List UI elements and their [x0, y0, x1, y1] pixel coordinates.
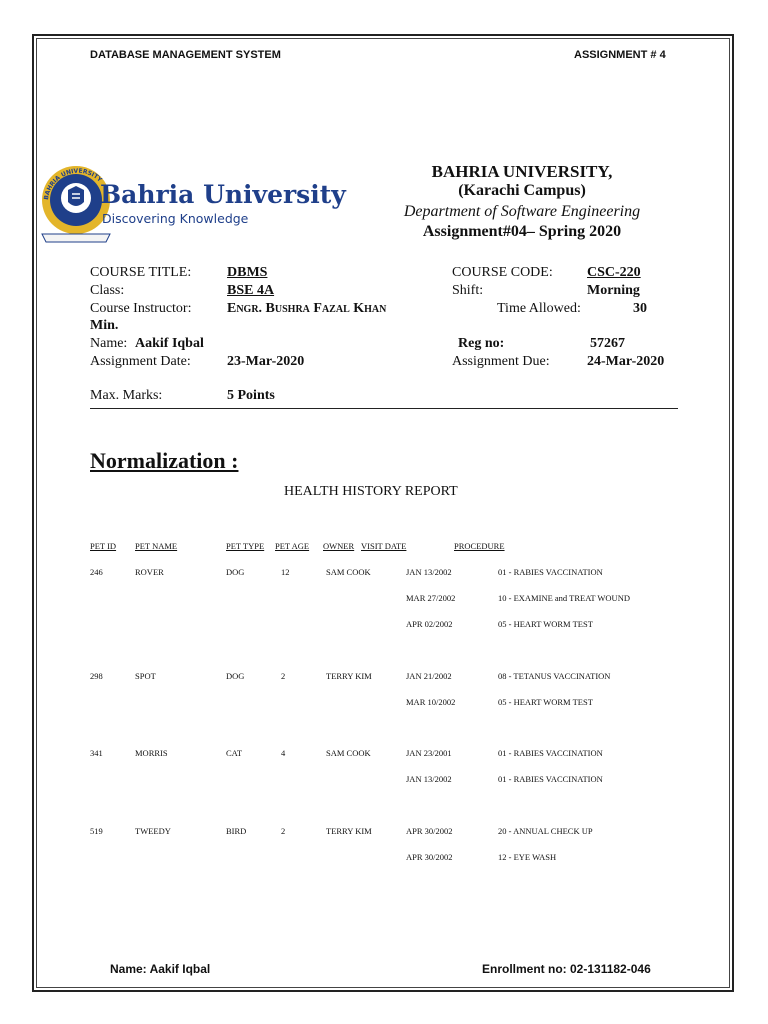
time-allowed-value: 30 — [633, 301, 647, 316]
report-title: HEALTH HISTORY REPORT — [284, 484, 458, 499]
table-cell-procedure: 05 - HEART WORM TEST — [498, 697, 593, 707]
table-cell-pet-type: BIRD — [226, 826, 247, 836]
table-cell-visit-date: APR 30/2002 — [406, 852, 453, 862]
table-cell-procedure: 20 - ANNUAL CHECK UP — [498, 826, 593, 836]
column-header-procedure: PROCEDURE — [454, 541, 505, 551]
table-cell-pet-id: 341 — [90, 748, 103, 758]
table-cell-pet-type: DOG — [226, 671, 245, 681]
table-cell-visit-date: APR 02/2002 — [406, 619, 453, 629]
table-cell-visit-date: JAN 23/2001 — [406, 748, 452, 758]
table-cell-visit-date: JAN 21/2002 — [406, 671, 452, 681]
table-cell-pet-name: TWEEDY — [135, 826, 171, 836]
column-header-pet-type: PET TYPE — [226, 541, 265, 551]
table-cell-pet-id: 519 — [90, 826, 103, 836]
table-cell-owner: TERRY KIM — [326, 671, 372, 681]
table-cell-owner: TERRY KIM — [326, 826, 372, 836]
table-cell-pet-age: 2 — [281, 671, 286, 681]
table-cell-pet-age: 12 — [281, 567, 290, 577]
table-cell-pet-id: 246 — [90, 567, 103, 577]
time-allowed-unit: Min. — [90, 318, 119, 333]
class-value: BSE 4A — [227, 283, 275, 298]
column-header-owner: OWNER — [323, 541, 355, 551]
table-cell-procedure: 01 - RABIES VACCINATION — [498, 748, 603, 758]
course-code-value: CSC-220 — [587, 265, 641, 280]
column-header-visit-date: VISIT DATE — [361, 541, 407, 551]
table-cell-visit-date: JAN 13/2002 — [406, 774, 452, 784]
table-cell-owner: SAM COOK — [326, 748, 371, 758]
header-course: DATABASE MANAGEMENT SYSTEM — [90, 49, 281, 61]
section-title: Normalization : — [90, 448, 239, 473]
course-code-label: COURSE CODE: — [452, 265, 553, 280]
table-cell-pet-age: 2 — [281, 826, 286, 836]
logo-tagline: Discovering Knowledge — [102, 211, 249, 226]
university-campus: (Karachi Campus) — [458, 182, 586, 199]
time-allowed-label: Time Allowed: — [497, 301, 581, 316]
reg-no-label: Reg no: — [458, 336, 505, 351]
column-header-pet-name: PET NAME — [135, 541, 178, 551]
instructor-label: Course Instructor: — [90, 301, 192, 316]
assignment-due-value: 24-Mar-2020 — [587, 354, 665, 369]
reg-no-value: 57267 — [590, 336, 625, 351]
table-cell-procedure: 12 - EYE WASH — [498, 852, 557, 862]
table-cell-visit-date: MAR 10/2002 — [406, 697, 456, 707]
university-logo — [38, 158, 346, 250]
table-cell-pet-type: CAT — [226, 748, 243, 758]
max-marks-label: Max. Marks: — [90, 388, 163, 403]
table-cell-visit-date: JAN 13/2002 — [406, 567, 452, 577]
table-cell-visit-date: MAR 27/2002 — [406, 593, 456, 603]
table-cell-pet-name: MORRIS — [135, 748, 168, 758]
table-cell-pet-type: DOG — [226, 567, 245, 577]
footer-student-name: Name: Aakif Iqbal — [110, 962, 211, 976]
class-label: Class: — [90, 283, 125, 298]
column-header-pet-age: PET AGE — [275, 541, 310, 551]
assignment-date-value: 23-Mar-2020 — [227, 354, 305, 369]
column-header-pet-id: PET ID — [90, 541, 117, 551]
table-cell-pet-id: 298 — [90, 671, 103, 681]
instructor-value: Engr. Bushra Fazal Khan — [227, 301, 387, 316]
department-name: Department of Software Engineering — [403, 203, 641, 220]
table-cell-procedure: 01 - RABIES VACCINATION — [498, 567, 603, 577]
table-cell-visit-date: APR 30/2002 — [406, 826, 453, 836]
table-cell-procedure: 05 - HEART WORM TEST — [498, 619, 593, 629]
logo-name: Bahria University — [100, 180, 346, 209]
table-cell-pet-name: ROVER — [135, 567, 164, 577]
university-name: BAHRIA UNIVERSITY, — [431, 162, 613, 181]
table-cell-pet-age: 4 — [281, 748, 286, 758]
course-title-label: COURSE TITLE: — [90, 265, 192, 280]
table-cell-procedure: 01 - RABIES VACCINATION — [498, 774, 603, 784]
table-cell-owner: SAM COOK — [326, 567, 371, 577]
student-name-label: Name: — [90, 336, 128, 351]
max-marks-value: 5 Points — [227, 388, 275, 403]
student-name-value: Aakif Iqbal — [135, 336, 204, 351]
table-cell-procedure: 10 - EXAMINE and TREAT WOUND — [498, 593, 630, 603]
assignment-due-label: Assignment Due: — [452, 354, 550, 369]
table-cell-pet-name: SPOT — [135, 671, 156, 681]
header-assignment: ASSIGNMENT # 4 — [574, 49, 666, 61]
shift-value: Morning — [587, 283, 640, 298]
table-cell-procedure: 08 - TETANUS VACCINATION — [498, 671, 611, 681]
footer-enrollment: Enrollment no: 02-131182-046 — [482, 962, 651, 976]
seal-text: BAHRIA UNIVERSITY — [42, 167, 104, 201]
shift-label: Shift: — [452, 283, 484, 298]
assignment-title: Assignment#04– Spring 2020 — [422, 223, 622, 240]
section-divider — [90, 408, 678, 409]
assignment-date-label: Assignment Date: — [90, 354, 191, 369]
course-title-value: DBMS — [227, 265, 268, 280]
